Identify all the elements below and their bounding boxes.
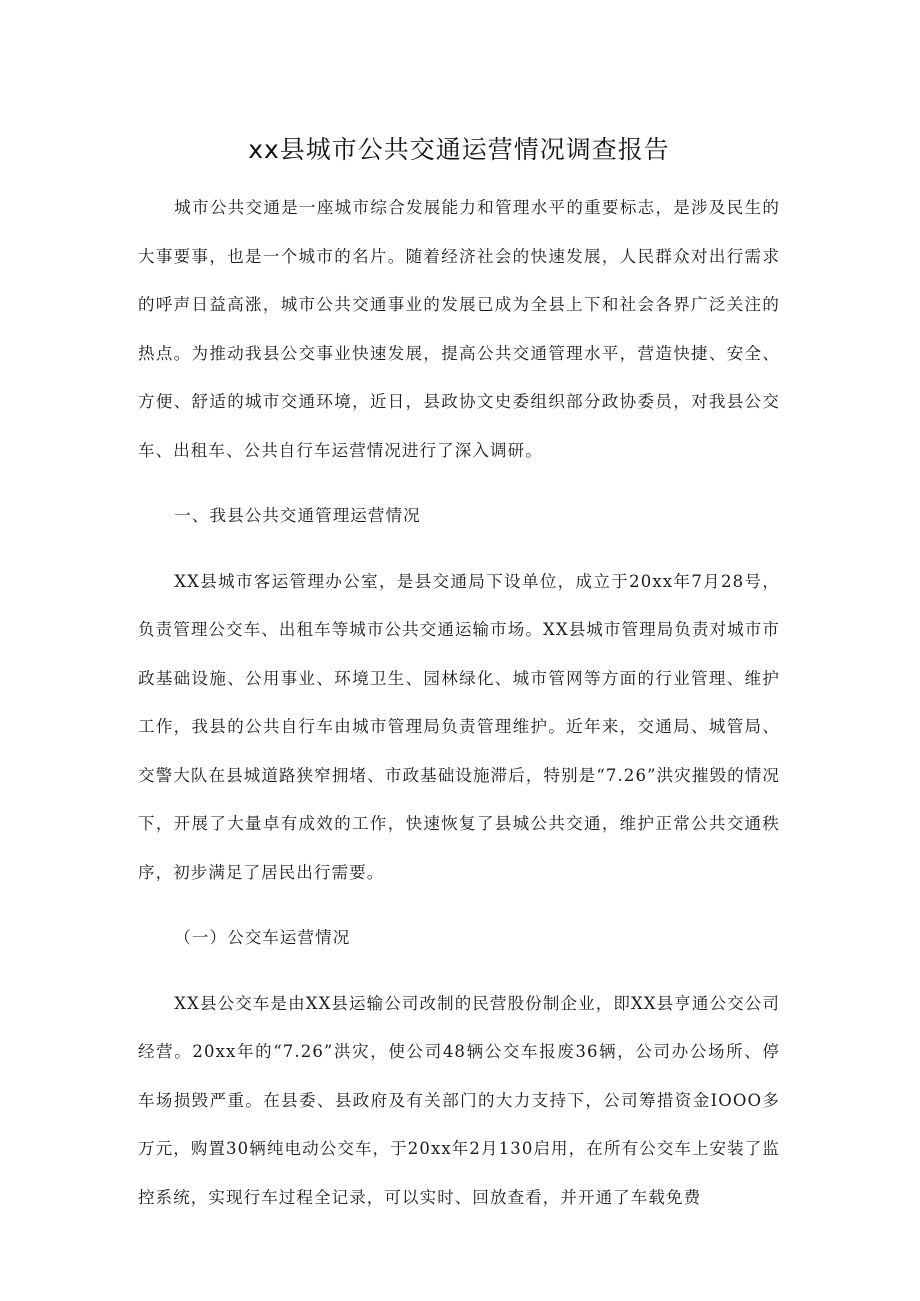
document-title: xx县城市公共交通运营情况调查报告 (248, 135, 670, 164)
paragraph-gap (138, 541, 780, 558)
subsection-heading-1: （一）公交车运营情况 (174, 928, 351, 947)
paragraph-gap (138, 475, 780, 492)
intro-paragraph: 城市公共交通是一座城市综合发展能力和管理水平的重要标志，是涉及民生的大事要事，也是一个城市的名片。随着经济社会的快速发展，人民群众对出行需求的呼声日益高涨，城市公共交通事业的发展已成为全县上下和社会各界广泛关注的热点。为推动我县公交事业快速发展，提高公共交通管理水平，营造快捷、安全、方便、舒适的城市交通环境，近日，县政协文史委组织部分政协委员，对我县公交车、出租车、公共自行车运营情况进行了深入调研。 (138, 198, 780, 460)
subsection-1-paragraph: XX县公交车是由XX县运输公司改制的民营股份制企业，即XX县亨通公交公司经营。20xx年的“7.26”洪灾，使公司48辆公交车报废36辆，公司办公场所、停车场损毁严重。在县委、县政府及有关部门的大力支持下，公司筹措资金IOOO多万元，购置30辆纯电动公交车，于20xx年2月130启用，在所有公交车上安装了监控系统，实现行车过程全记录，可以实时、回放查看，并开通了车载免费 (138, 993, 780, 1207)
paragraph-gap (138, 897, 780, 914)
section-1-paragraph: XX县城市客运管理办公室，是县交通局下设单位，成立于20xx年7月28号，负责管理公交车、出租车等城市公共交通运输市场。XX县城市管理局负责对城市市政基础设施、公用事业、环境卫生、园林绿化、城市管网等方面的行业管理、维护工作，我县的公共自行车由城市管理局负责管理维护。近年来，交通局、城管局、交警大队在县城道路狭窄拥堵、市政基础设施滞后，特别是“7.26”洪灾摧毁的情况下，开展了大量卓有成效的工作，快速恢复了县城公共交通，维护正常公共交通秩序，初步满足了居民出行需要。 (138, 571, 780, 882)
paragraph-gap (138, 963, 780, 980)
section-heading-1: 一、我县公共交通管理运营情况 (174, 506, 421, 525)
